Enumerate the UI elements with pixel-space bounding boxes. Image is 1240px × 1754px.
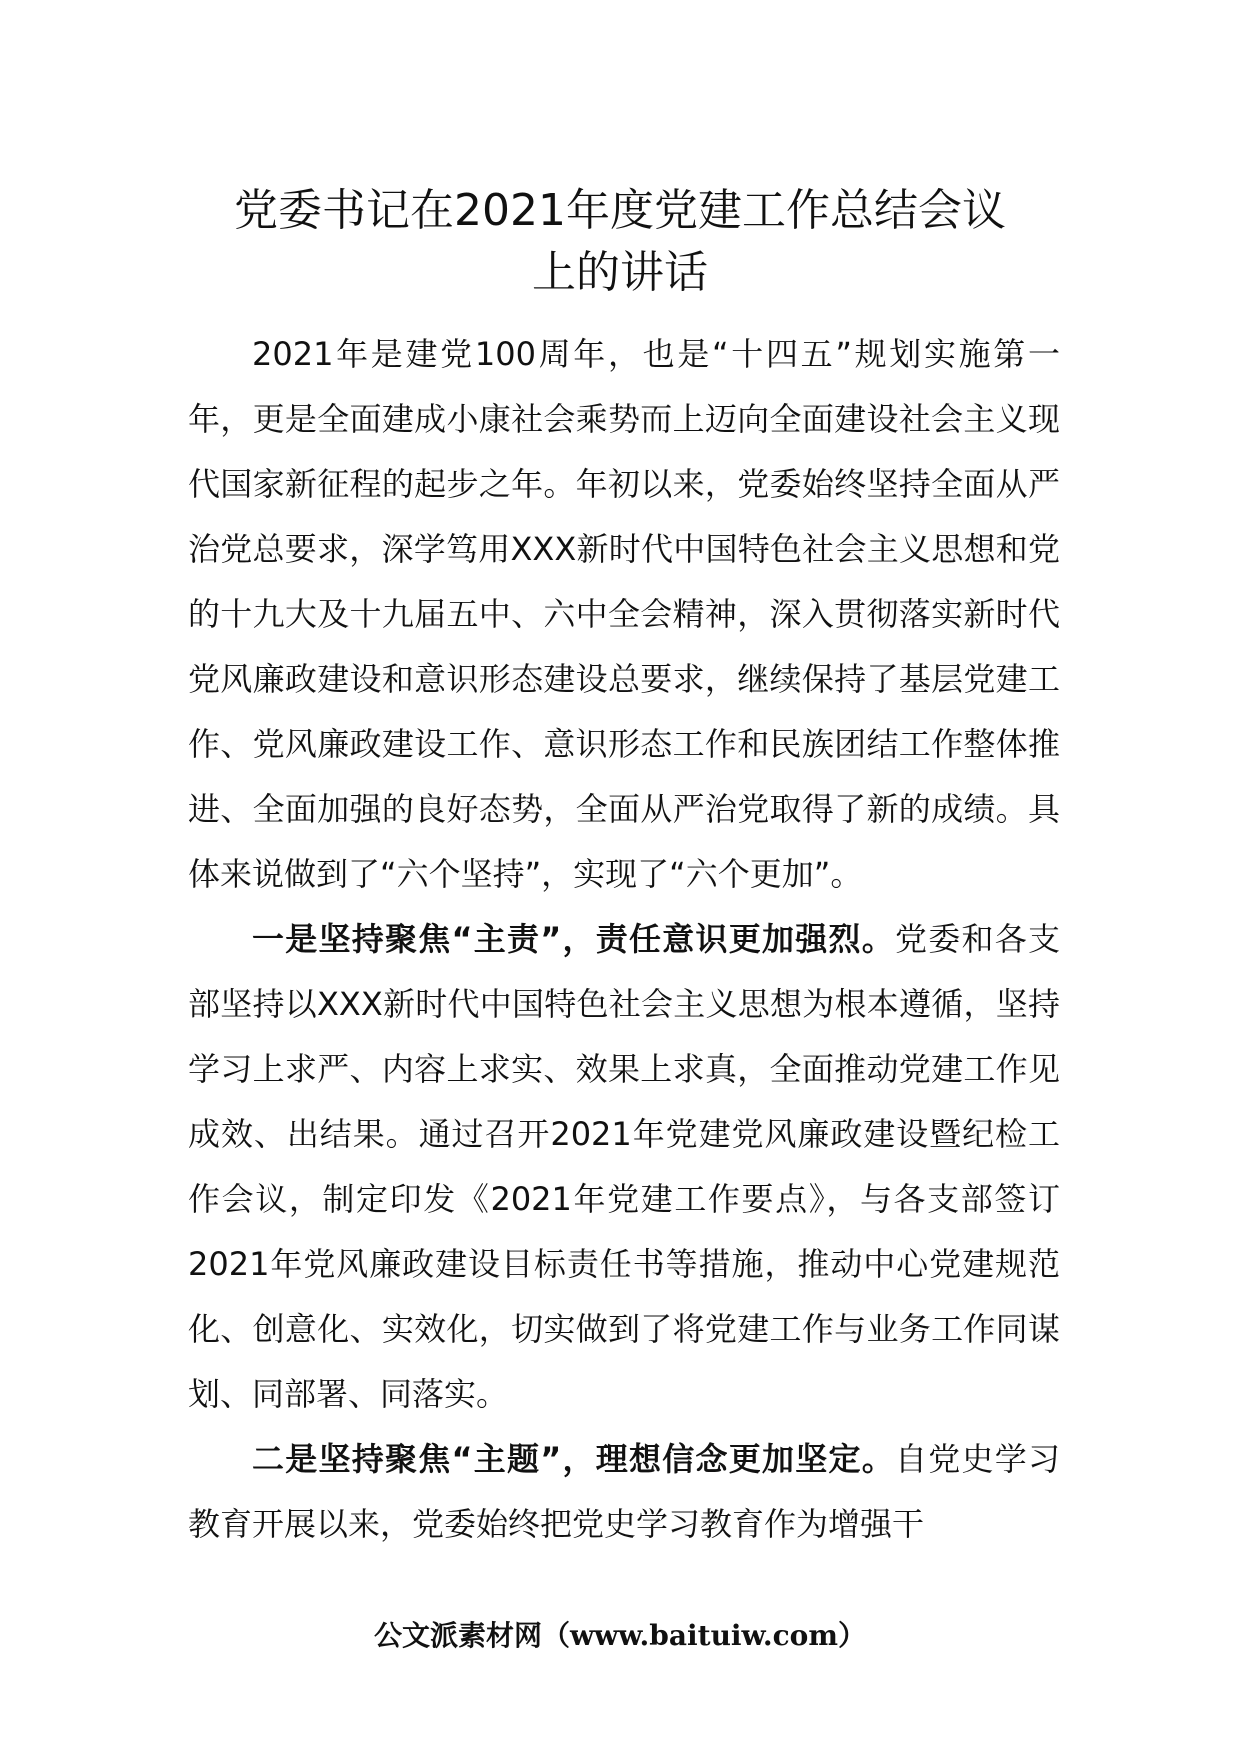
footer-watermark: 公文派素材网（www.baituiw.com） <box>374 1619 866 1652</box>
paragraph-text: 党委和各支部坚持以XXX新时代中国特色社会主义思想为根本遵循，坚持学习上求严、内容上求实、效果上求真，全面推动党建工作见成效、出结果。通过召开2021年党建党风廉政建设暨纪检工作会议，制定印发《2021年党建工作要点》，与各支部签订2021年党风廉政建设目标责任书等措施，推动中心党建规范化、创意化、实效化，切实做到了将党建工作与业务工作同谋划、同部署、同落实。 <box>188 920 1060 1413</box>
paragraph-intro <box>188 322 1060 907</box>
paragraph-text: 2021年是建党100周年，也是“十四五”规划实施第一年，更是全面建成小康社会乘势而上迈向全面建设社会主义现代国家新征程的起步之年。年初以来，党委始终坚持全面从严治党总要求，深学笃用XXX新时代中国特色社会主义思想和党的十九大及十九届五中、六中全会精神，深入贯彻落实新时代党风廉政建设和意识形态建设总要求，继续保持了基层党建工作、党风廉政建设工作、意识形态工作和民族团结工作整体推进、全面加强的良好态势，全面从严治党取得了新的成绩。具体来说做到了“六个坚持”，实现了“六个更加”。 <box>188 335 1060 893</box>
title-line-1: 党委书记在2021年度党建工作总结会议 <box>234 185 1006 236</box>
paragraph-point-1 <box>188 907 1060 1427</box>
document-title <box>150 180 1090 304</box>
title-line-2: 上的讲话 <box>532 247 708 298</box>
paragraph-point-2 <box>188 1427 1060 1557</box>
paragraph-text: 自党史学习教育开展以来，党委始终把党史学习教育作为增强干 <box>188 1440 1060 1543</box>
paragraph-lead: 一是坚持聚焦“主责”，责任意识更加强烈。 <box>252 920 895 958</box>
document-body <box>188 322 1060 1557</box>
paragraph-lead: 二是坚持聚焦“主题”，理想信念更加坚定。 <box>252 1440 895 1478</box>
